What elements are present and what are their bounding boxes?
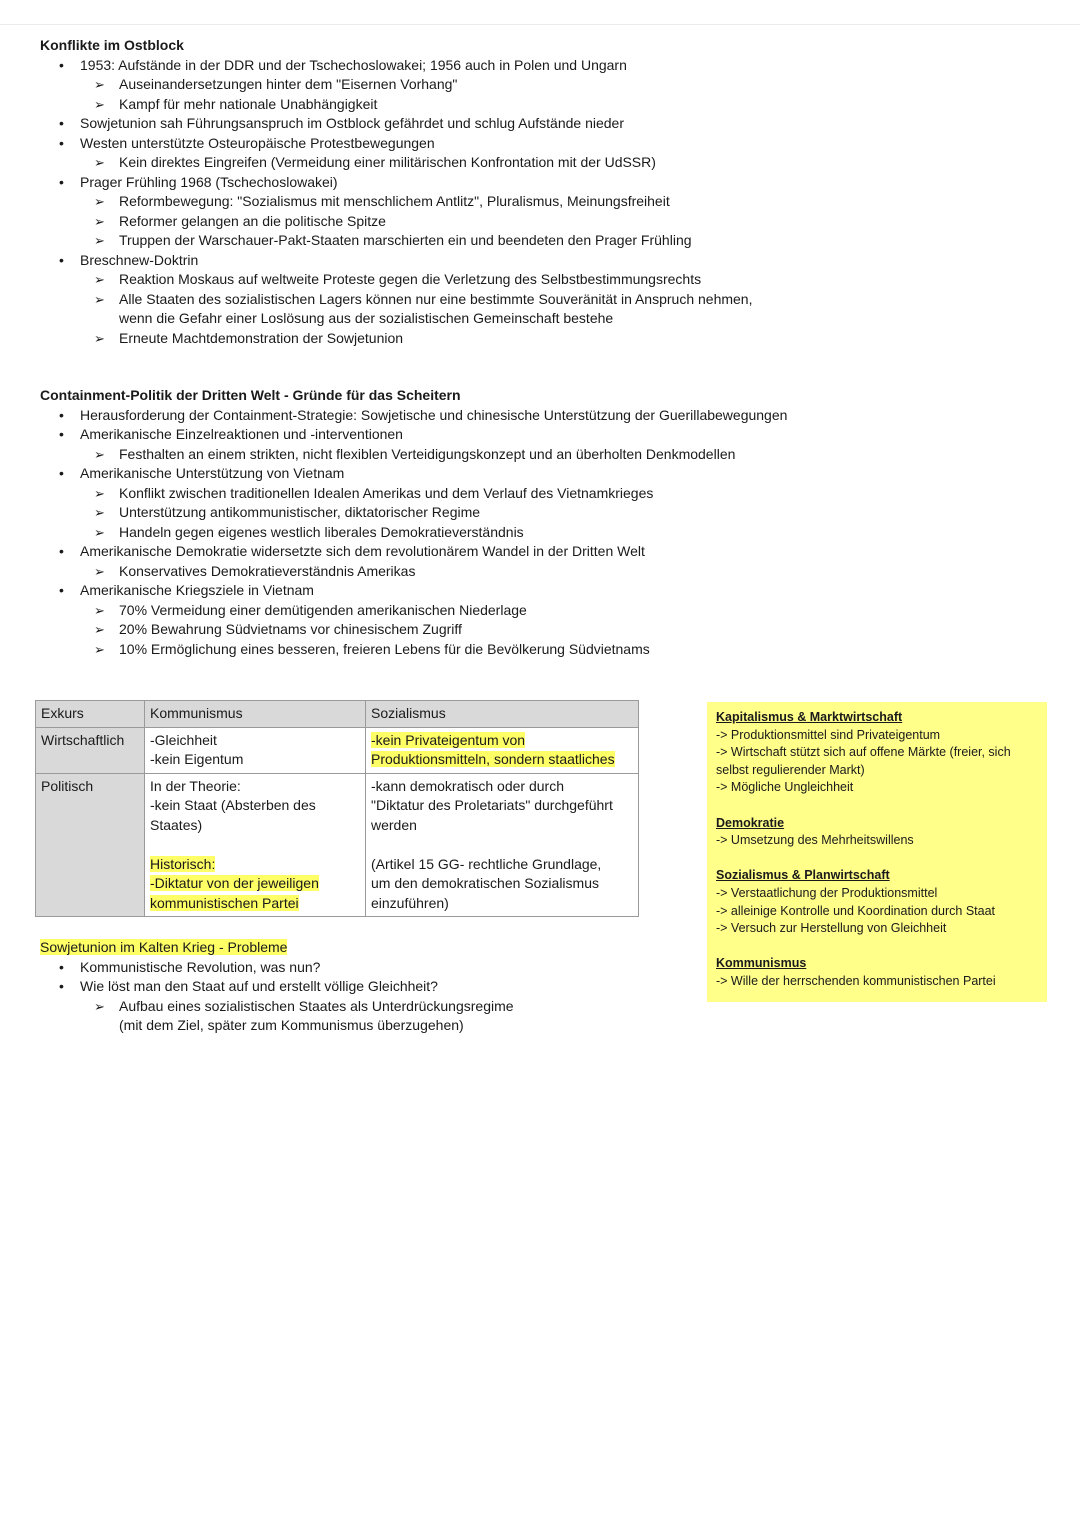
- sub-list-item: ➢ Festhalten an einem strikten, nicht flexiblen Verteidigungskonzept und an überholten Denkmodellen: [40, 445, 840, 465]
- list-item-text: 1953: Aufstände in der DDR und der Tschechoslowakei; 1956 auch in Polen und Ungarn: [80, 56, 627, 73]
- cell-text: um den demokratischen Sozialismus: [371, 875, 599, 891]
- sub-list-item: ➢ Konservatives Demokratieverständnis Amerikas: [40, 562, 840, 582]
- definition-block: [716, 867, 1037, 937]
- table-cell: [366, 727, 639, 773]
- row-label-cell: Politisch: [36, 773, 145, 917]
- exkurs-table: [35, 700, 639, 917]
- list-item: [40, 425, 840, 464]
- definition-line: -> Wille der herrschenden kommunistischen Partei: [716, 973, 996, 988]
- sub-list: [80, 153, 840, 173]
- table-header-row: [36, 701, 639, 728]
- sub-list: [80, 75, 840, 114]
- definition-title: Sozialismus & Planwirtschaft: [716, 868, 890, 883]
- table-header-cell: Kommunismus: [145, 701, 366, 728]
- definition-line: -> Produktionsmittel sind Privateigentum: [716, 727, 941, 742]
- definition-block: [716, 955, 1037, 990]
- list-item: [40, 406, 840, 426]
- list-item-text: Sowjetunion sah Führungsanspruch im Ostblock gefährdet und schlug Aufstände nieder: [80, 115, 625, 131]
- sub-list-item: ➢ Konflikt zwischen traditionellen Idealen Amerikas und dem Verlauf des Vietnamkrieges: [40, 484, 840, 504]
- cell-text: -kann demokratisch oder durch: [371, 777, 564, 794]
- sub-list-item: ➢ Kampf für mehr nationale Unabhängigkeit: [40, 95, 840, 115]
- definition-title: Kapitalismus & Marktwirtschaft: [716, 710, 903, 724]
- definition-line: -> Wirtschaft stützt sich auf offene Märkte (freier, sich selbst regulierender Markt): [716, 745, 1011, 777]
- sub-list-item: ➢ Reformer gelangen an die politische Spitze: [40, 212, 840, 232]
- definition-line: -> Verstaatlichung der Produktionsmittel: [716, 885, 938, 900]
- list-item: [40, 542, 840, 581]
- sub-list-item: ➢ Auseinandersetzungen hinter dem "Eisernen Vorhang": [40, 75, 840, 95]
- table-row: [36, 773, 639, 917]
- table-cell: [145, 727, 366, 773]
- sub-list: [80, 445, 840, 465]
- bullet-list: [40, 56, 840, 349]
- sub-list-item: ➢ 10% Ermöglichung eines besseren, freieren Lebens für die Bevölkerung Südvietnams: [40, 640, 840, 660]
- definition-line: -> Mögliche Ungleichheit: [716, 780, 854, 795]
- table-cell: [145, 773, 366, 917]
- list-item: [40, 581, 840, 659]
- cell-text: "Diktatur des Proletariats" durchgeführt: [371, 797, 613, 813]
- sub-list-item: ➢ Reformbewegung: "Sozialismus mit menschlichem Antlitz", Pluralismus, Meinungsfreiheit: [40, 192, 840, 212]
- section-title: Sowjetunion im Kalten Krieg - Probleme: [40, 939, 288, 955]
- section-title: Containment-Politik der Dritten Welt - Gründe für das Scheitern: [40, 387, 461, 403]
- list-item-text: Amerikanische Kriegsziele in Vietnam: [80, 582, 314, 598]
- list-item-text: Amerikanische Einzelreaktionen und -interventionen: [80, 426, 403, 442]
- sub-list-item: ➢ Kein direktes Eingreifen (Vermeidung einer militärischen Konfrontation mit der UdSSR): [40, 153, 840, 173]
- list-item: [40, 56, 840, 115]
- sub-list: [80, 270, 840, 348]
- list-item-text: Amerikanische Unterstützung von Vietnam: [80, 465, 345, 481]
- section-title: Konflikte im Ostblock: [40, 37, 184, 53]
- table-cell: [366, 773, 639, 917]
- cell-text: In der Theorie:: [150, 777, 241, 794]
- sub-list: [80, 192, 840, 251]
- list-item: [40, 251, 840, 349]
- section-konflikte-ostblock: [40, 36, 840, 348]
- sub-list-item: ➢ Reaktion Moskaus auf weltweite Proteste gegen die Verletzung des Selbstbestimmungsrechts: [40, 270, 840, 290]
- definitions-box: [707, 702, 1047, 1002]
- cell-text: -Gleichheit: [150, 731, 217, 748]
- sub-list-item: ➢ 70% Vermeidung einer demütigenden amerikanischen Niederlage: [40, 601, 840, 621]
- cell-text: (Artikel 15 GG- rechtliche Grundlage,: [371, 855, 602, 872]
- sub-list: [80, 601, 840, 660]
- bullet-list: [40, 406, 840, 660]
- sub-list: [80, 484, 840, 543]
- sub-list-item: ➢ Aufbau eines sozialistischen Staates als Unterdrückungsregime (mit dem Ziel, später zum Kommunismus überzugehen): [40, 997, 529, 1036]
- table-header-cell: Sozialismus: [366, 701, 639, 728]
- list-item-text: Amerikanische Demokratie widersetzte sich dem revolutionärem Wandel in der Dritten Welt: [80, 543, 645, 559]
- cell-text: -kein Staat (Absterben des: [150, 797, 316, 813]
- highlighted-text: -Diktatur von der jeweiligen: [150, 875, 319, 891]
- highlighted-text: Produktionsmitteln, sondern staatliches: [371, 751, 615, 767]
- sub-list: [80, 562, 840, 582]
- cell-text: Staates): [150, 816, 203, 833]
- sub-list-item: ➢ 20% Bewahrung Südvietnams vor chinesischem Zugriff: [40, 620, 840, 640]
- sub-list-item: ➢ Handeln gegen eigenes westlich liberales Demokratieverständnis: [40, 523, 840, 543]
- definition-title: Kommunismus: [716, 956, 807, 971]
- list-item-text: Prager Frühling 1968 (Tschechoslowakei): [80, 173, 338, 190]
- definition-line: -> Umsetzung des Mehrheitswillens: [716, 833, 914, 848]
- highlighted-text: -kein Privateigentum von: [371, 731, 526, 748]
- definition-title: Demokratie: [716, 815, 785, 830]
- sub-list-item: ➢ Truppen der Warschauer-Pakt-Staaten marschierten ein und beendeten den Prager Frühling: [40, 231, 840, 251]
- highlighted-text: Historisch:: [150, 855, 216, 872]
- page-top-divider: [0, 24, 1080, 25]
- list-item-text: Westen unterstützte Osteuropäische Protestbewegungen: [80, 134, 435, 151]
- list-item: [40, 114, 840, 134]
- sub-list-item: ➢ Erneute Machtdemonstration der Sowjetunion: [40, 329, 840, 349]
- definition-block: [716, 709, 1037, 797]
- sub-list-item: ➢ Alle Staaten des sozialistischen Lagers können nur eine bestimmte Souveränität in Anspruch nehmen, wenn die Gefahr einer Loslösung aus der sozialistischen Gemeinschaft bestehe: [40, 290, 759, 329]
- sub-list: [80, 997, 840, 1036]
- definition-block: [716, 815, 1037, 850]
- cell-text: -kein Eigentum: [150, 751, 244, 767]
- list-item: [40, 173, 840, 251]
- cell-text: werden: [371, 816, 417, 833]
- list-item-text: Kommunistische Revolution, was nun?: [80, 958, 321, 975]
- section-containment-politik: [40, 386, 840, 659]
- definition-line: -> alleinige Kontrolle und Koordination durch Staat: [716, 903, 996, 918]
- row-label-cell: Wirtschaftlich: [36, 727, 145, 773]
- definition-line: -> Versuch zur Herstellung von Gleichheit: [716, 921, 947, 936]
- list-item: [40, 464, 840, 542]
- table-row: [36, 727, 639, 773]
- list-item-text: Wie löst man den Staat auf und erstellt völlige Gleichheit?: [80, 978, 438, 994]
- list-item-text: Breschnew-Doktrin: [80, 251, 199, 268]
- list-item-text: Herausforderung der Containment-Strategie: Sowjetische und chinesische Unterstützung der Guerillabewegungen: [80, 406, 788, 423]
- table-header-cell: Exkurs: [36, 701, 145, 728]
- list-item: [40, 134, 840, 173]
- cell-text: einzuführen): [371, 894, 449, 911]
- sub-list-item: ➢ Unterstützung antikommunistischer, diktatorischer Regime: [40, 503, 840, 523]
- highlighted-text: kommunistischen Partei: [150, 894, 299, 911]
